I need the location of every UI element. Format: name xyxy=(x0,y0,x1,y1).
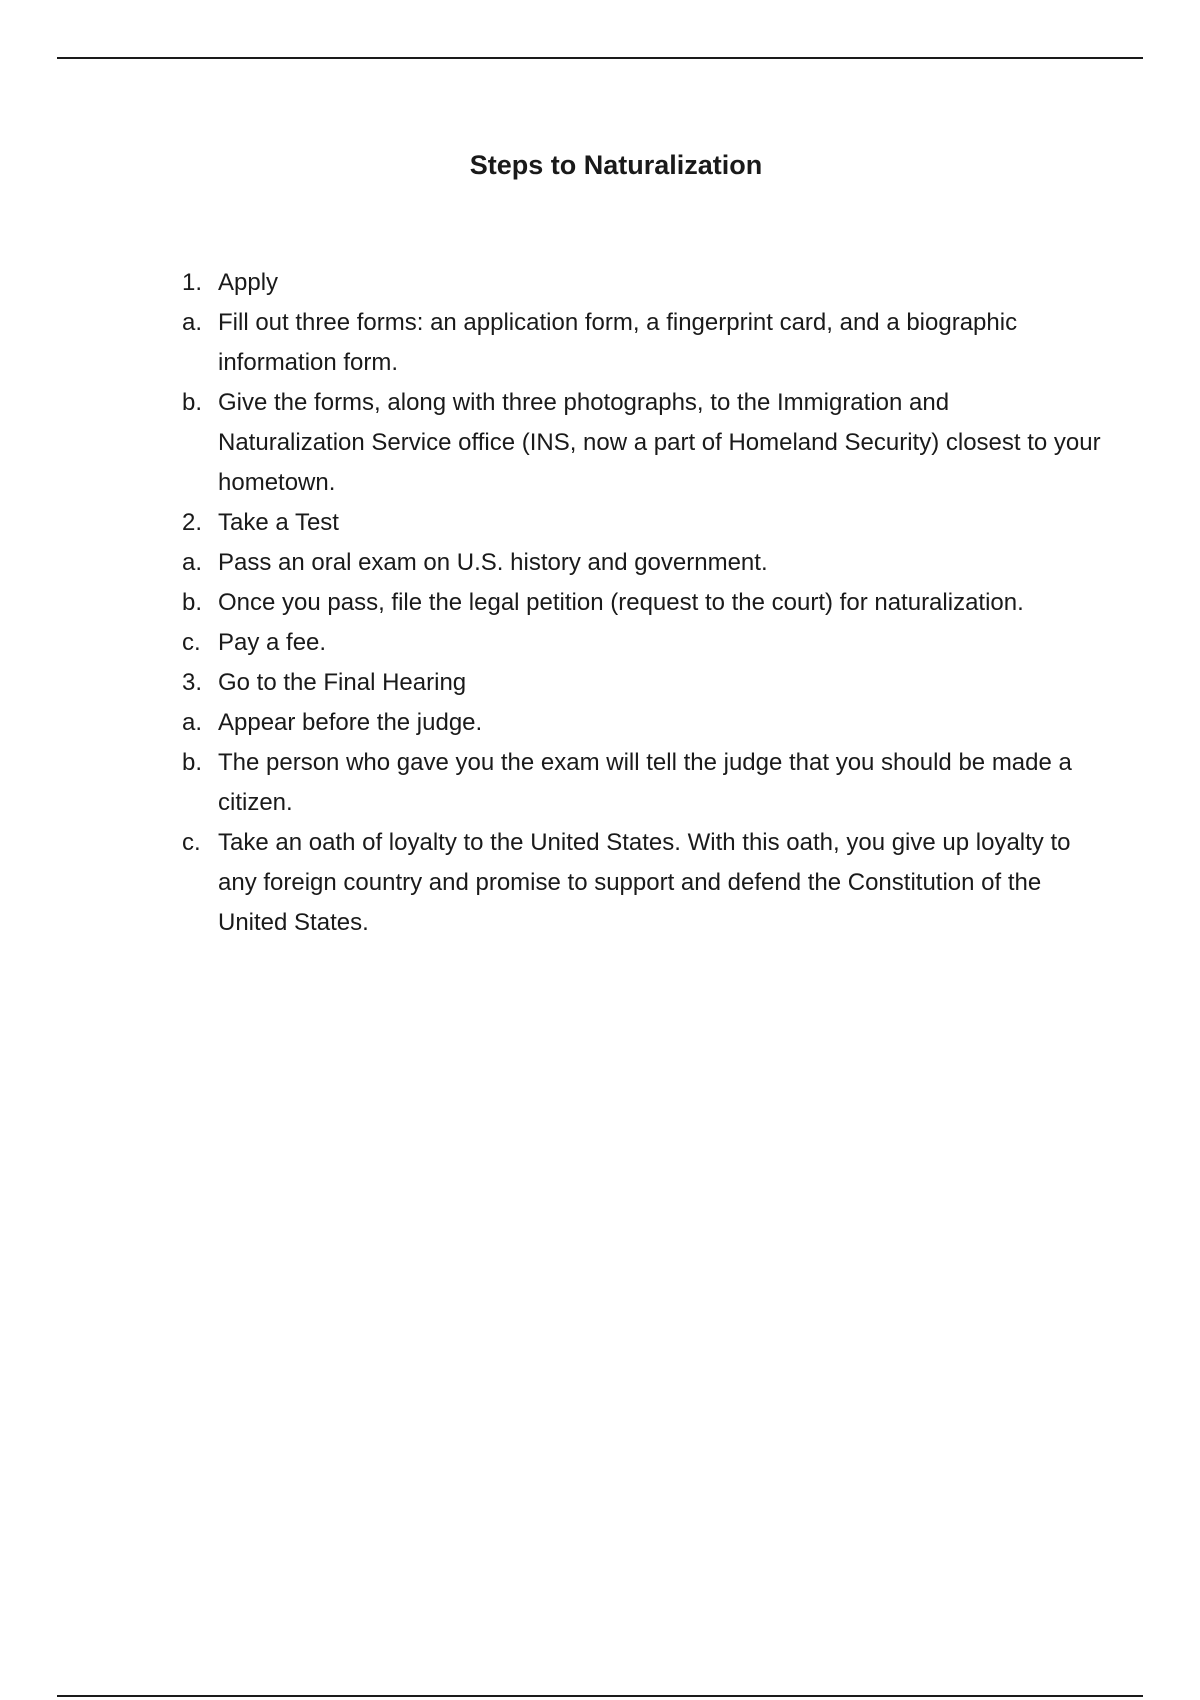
item-text: Take an oath of loyalty to the United States. With this oath, you give up loyalty to any foreign country and promise to support and defend the Constitution of the United States. xyxy=(218,829,1071,936)
step-label: Apply xyxy=(218,269,279,296)
step-label: Take a Test xyxy=(218,509,339,536)
step-number: 3. xyxy=(182,669,203,696)
item-text: Pass an oral exam on U.S. history and government. xyxy=(218,549,768,576)
list-item xyxy=(146,743,1102,823)
footer-rule xyxy=(57,1695,1143,1697)
list-item xyxy=(146,703,1102,743)
list-item xyxy=(146,623,1102,663)
list-item xyxy=(146,583,1102,623)
item-letter: b. xyxy=(182,749,203,776)
item-text: Give the forms, along with three photographs, to the Immigration and Naturalization Service office (INS, now a part of Homeland Security) closest to your hometown. xyxy=(218,389,1101,496)
list-item xyxy=(146,383,1102,503)
document-title: Steps to Naturalization xyxy=(469,150,763,180)
list-item xyxy=(146,303,1102,383)
item-text: Once you pass, file the legal petition (request to the court) for naturalization. xyxy=(218,589,1024,616)
steps-list xyxy=(182,263,1102,943)
item-letter: a. xyxy=(182,549,203,576)
header-rule xyxy=(57,57,1143,59)
step-label: Go to the Final Hearing xyxy=(218,669,467,696)
item-letter: c. xyxy=(182,629,201,656)
item-letter: b. xyxy=(182,589,203,616)
list-item xyxy=(146,543,1102,583)
item-letter: a. xyxy=(182,709,203,736)
step-number: 1. xyxy=(182,269,203,296)
item-text: Fill out three forms: an application form, a fingerprint card, and a biographic information form. xyxy=(218,309,1018,376)
item-letter: a. xyxy=(182,309,203,336)
step-number: 2. xyxy=(182,509,203,536)
item-text: Pay a fee. xyxy=(218,629,327,656)
item-letter: b. xyxy=(182,389,203,416)
item-text: The person who gave you the exam will tell the judge that you should be made a citizen. xyxy=(218,749,1072,816)
step-apply xyxy=(182,263,1102,303)
list-item xyxy=(146,823,1102,943)
item-letter: c. xyxy=(182,829,201,856)
step-final-hearing xyxy=(182,663,1102,703)
item-text: Appear before the judge. xyxy=(218,709,483,736)
step-take-a-test xyxy=(182,503,1102,543)
